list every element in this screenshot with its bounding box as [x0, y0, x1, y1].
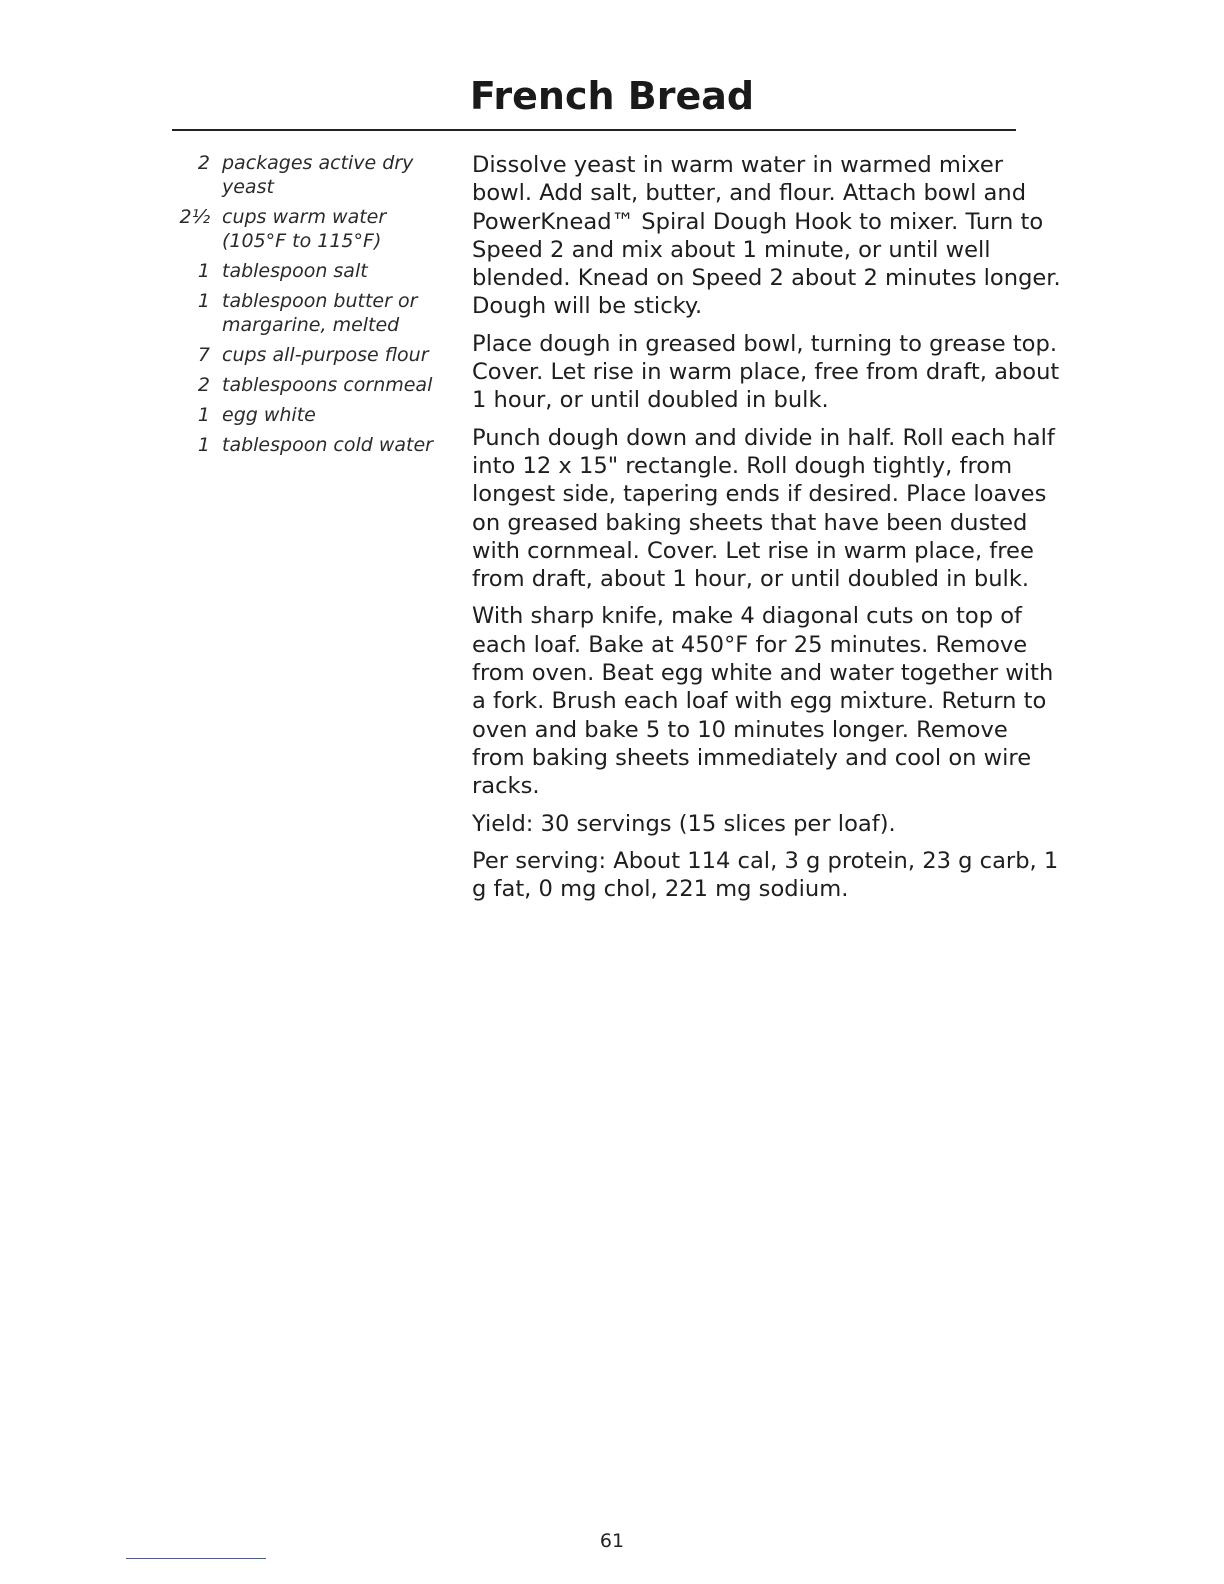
ingredient-item — [172, 373, 452, 397]
ingredient-name: packages active dry yeast — [222, 152, 414, 198]
ingredient-quantity: 1 — [197, 404, 210, 426]
ingredient-quantity: 2 — [197, 152, 210, 174]
ingredient-name: tablespoons cornmeal — [222, 374, 433, 396]
instructions — [472, 151, 1062, 912]
ingredient-list — [172, 151, 452, 463]
ingredient-quantity: 2½ — [179, 206, 210, 228]
page-number: 61 — [599, 1530, 625, 1552]
ingredient-name: cups warm water (105°F to 115°F) — [222, 206, 387, 252]
page-title: French Bread — [469, 74, 755, 118]
ingredient-item — [172, 289, 452, 337]
ingredient-name: tablespoon cold water — [222, 434, 433, 456]
ingredient-quantity: 1 — [197, 260, 210, 282]
yield-text: Yield: 30 servings (15 slices per loaf). — [472, 810, 896, 837]
ingredient-item — [172, 343, 452, 367]
instruction-step-bake: With sharp knife, make 4 diagonal cuts on top of each loaf. Bake at 450°F for 25 minutes. Remove from oven. Beat egg white and water together with a fork. Brush each loaf with egg mixture. Return to oven and bake 5 to 10 minutes longer. Remove from baking sheets immediately and cool on wire racks. — [472, 603, 1054, 800]
ingredient-name: tablespoon salt — [222, 260, 368, 282]
ingredient-item — [172, 259, 452, 283]
ingredient-quantity: 7 — [197, 344, 210, 366]
nutrition-text: Per serving: About 114 cal, 3 g protein, 23 g carb, 1 g fat, 0 mg chol, 221 mg sodium. — [472, 847, 1059, 903]
ingredient-item — [172, 403, 452, 427]
instruction-step-mix: Dissolve yeast in warm water in warmed mixer bowl. Add salt, butter, and flour. Attach bowl and PowerKnead™ Spiral Dough Hook to mixer. Turn to Speed 2 and mix about 1 minute, or until well blended. Knead on Speed 2 about 2 minutes longer. Dough will be sticky. — [472, 152, 1061, 320]
ingredient-item — [172, 151, 452, 199]
ingredient-quantity: 1 — [197, 434, 210, 456]
ingredient-item — [172, 205, 452, 253]
title-divider — [172, 129, 1016, 131]
instruction-step-first-rise: Place dough in greased bowl, turning to grease top. Cover. Let rise in warm place, free from draft, about 1 hour, or until doubled in bulk. — [472, 330, 1060, 414]
ingredient-quantity: 2 — [197, 374, 210, 396]
ingredient-quantity: 1 — [197, 290, 210, 312]
footer-divider — [126, 1558, 266, 1559]
ingredient-name: cups all-purpose flour — [222, 344, 429, 366]
ingredient-name: tablespoon butter or margarine, melted — [222, 290, 418, 336]
ingredient-item — [172, 433, 452, 457]
instruction-step-shape: Punch dough down and divide in half. Roll each half into 12 x 15" rectangle. Roll dough tightly, from longest side, tapering ends if desired. Place loaves on greased baking sheets that have been dusted with cornmeal. Cover. Let rise in warm place, free from draft, about 1 hour, or until doubled in bulk. — [472, 424, 1055, 593]
ingredient-name: egg white — [222, 404, 316, 426]
